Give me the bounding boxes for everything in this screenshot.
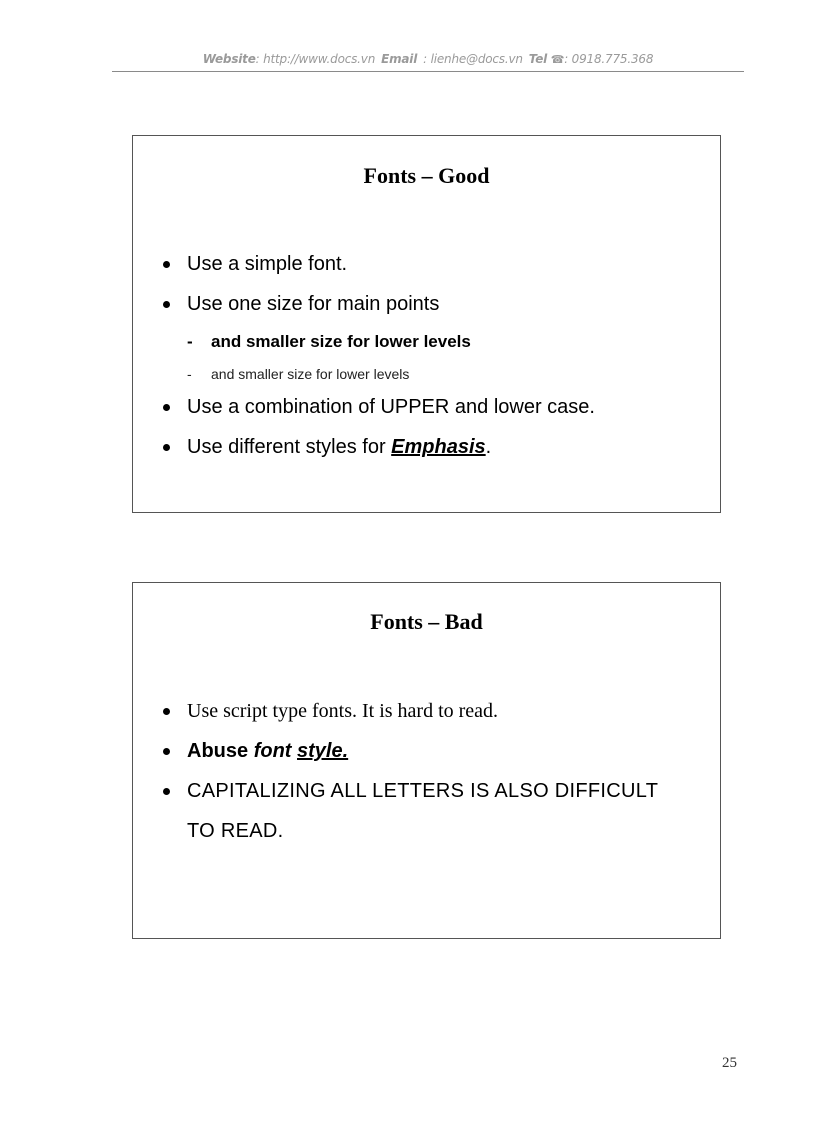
bullet-dot-icon — [163, 261, 170, 268]
emphasis-text: Emphasis — [391, 436, 486, 458]
bullet-dot-icon — [163, 444, 170, 451]
sub-item — [187, 332, 471, 352]
bullet-dot-icon — [163, 788, 170, 795]
bullet-item — [187, 771, 687, 851]
website-label: Website — [202, 52, 256, 66]
slide-fonts-bad — [132, 582, 721, 939]
sub-item — [187, 366, 410, 382]
sub-marker: - — [187, 366, 192, 382]
bullet-text: Use a simple font. — [187, 253, 348, 275]
sub-text: and smaller size for lower levels — [211, 366, 410, 382]
slide-title: Fonts – Bad — [370, 609, 483, 634]
bullet-text: Use one size for main points — [187, 293, 440, 315]
email-label: Email — [381, 52, 418, 66]
sub-marker: - — [187, 332, 193, 351]
bullet-text-italic: font — [253, 740, 292, 762]
tel-label: Tel — [528, 52, 548, 66]
slide-fonts-good — [132, 135, 721, 513]
bullet-item — [187, 739, 348, 763]
bullet-dot-icon — [163, 708, 170, 715]
bullet-dot-icon — [163, 301, 170, 308]
bullet-item — [187, 292, 439, 316]
bullet-text-bold: Abuse — [187, 740, 254, 762]
phone-icon: ☎ — [550, 53, 565, 66]
bullet-text: Use script type fonts. It is hard to read. — [187, 700, 499, 722]
slide-title: Fonts – Good — [363, 163, 490, 188]
tel-value: : 0918.775.368 — [564, 52, 654, 66]
bullet-text-prefix: Use different styles for — [187, 436, 392, 458]
bullet-item — [187, 252, 347, 276]
email-value: : lienhe@docs.vn — [423, 52, 523, 66]
bullet-dot-icon — [163, 404, 170, 411]
bullet-text-suffix: . — [485, 436, 492, 458]
bullet-item — [187, 435, 491, 459]
page-number: 25 — [722, 1055, 737, 1071]
sub-text: and smaller size for lower levels — [211, 332, 471, 351]
bullet-text: Use a combination of UPPER and lower case. — [187, 396, 595, 418]
bullet-text-italic-underline: style. — [297, 740, 349, 762]
bullet-item — [187, 699, 498, 723]
bullet-dot-icon — [163, 748, 170, 755]
page-header — [112, 52, 744, 72]
website-value: : http://www.docs.vn — [255, 52, 376, 66]
bullet-item — [187, 395, 595, 419]
bullet-text: CAPITALIZING ALL LETTERS IS ALSO DIFFICULT TO READ. — [187, 780, 658, 842]
